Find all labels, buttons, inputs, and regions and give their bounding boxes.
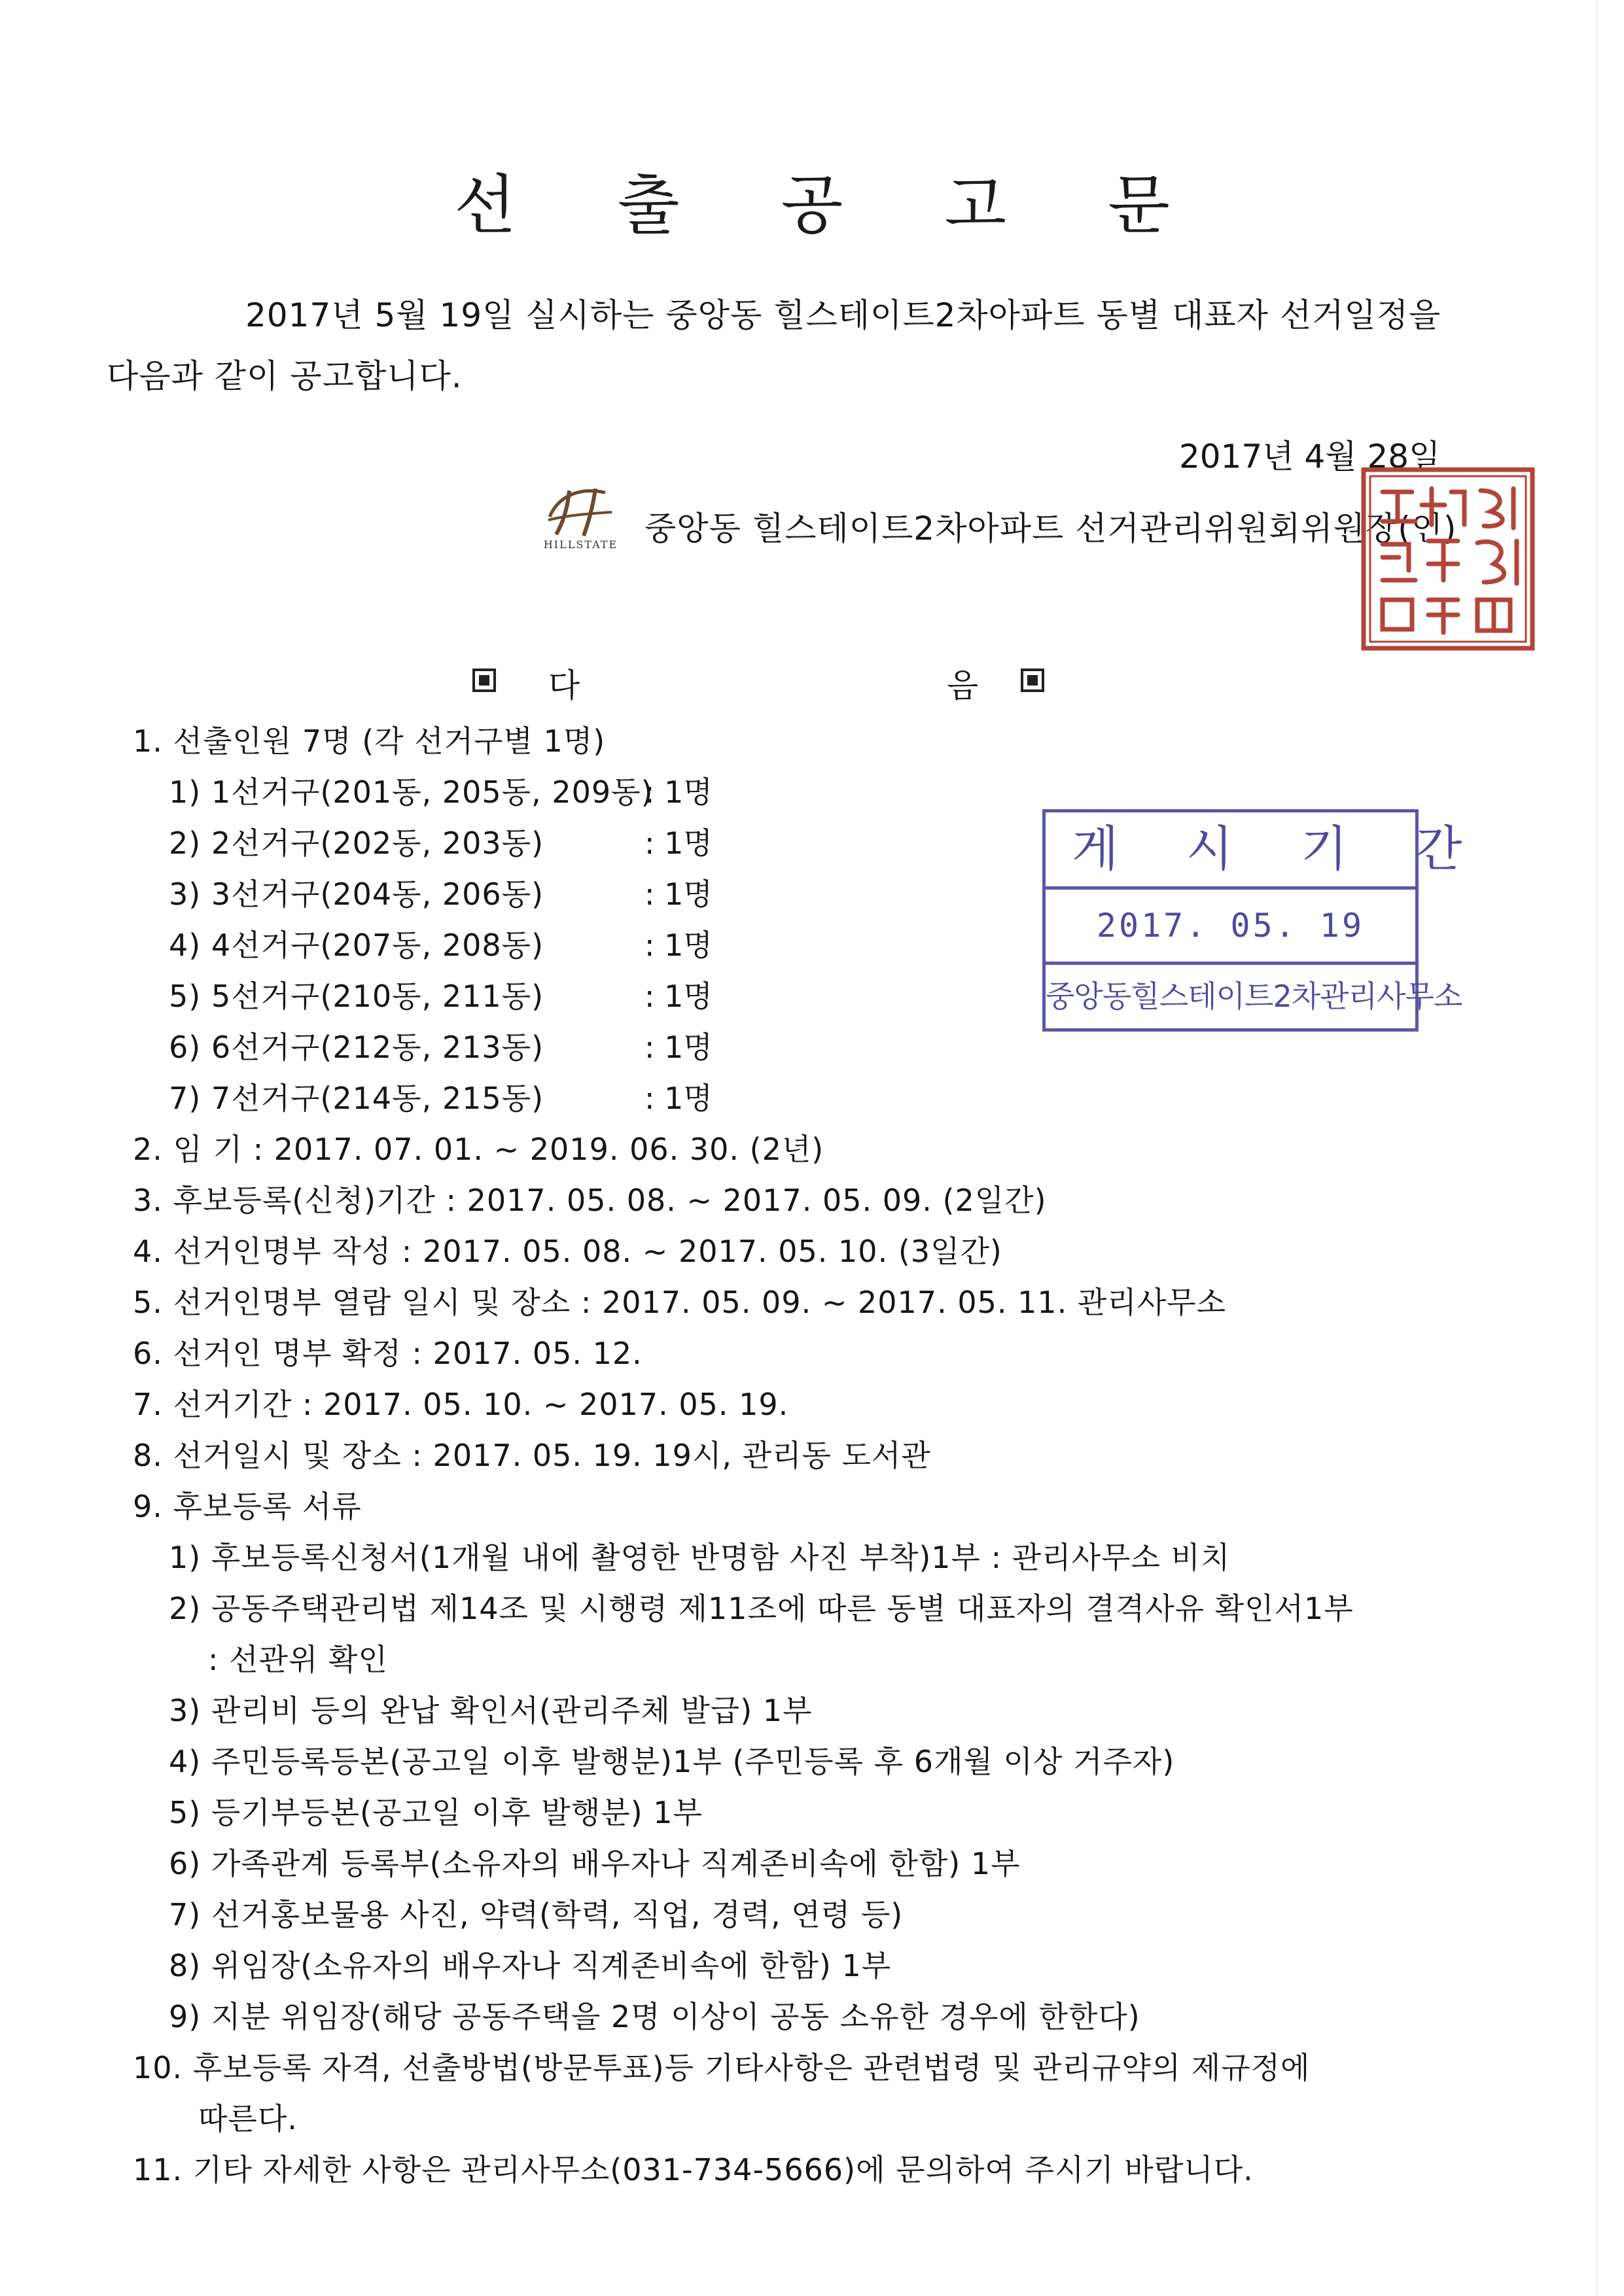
item-5-roll-inspection: 5. 선거인명부 열람 일시 및 장소 : 2017. 05. 09. ~ 2017. 05. 11. 관리사무소 (133, 1285, 1227, 1320)
heading-left-marker (472, 659, 496, 697)
item-8-election-date-place: 8. 선거일시 및 장소 : 2017. 05. 19. 19시, 관리동 도서관 (133, 1438, 931, 1473)
document-9: 9) 지분 위임장(해당 공동주택을 2명 이상이 공동 소유한 경우에 한한다) (169, 1999, 1140, 2034)
district-4-label: 4) 4선거구(207동, 208동) (169, 928, 544, 963)
document-5: 5) 등기부등본(공고일 이후 발행분) 1부 (169, 1795, 703, 1830)
intro-line-2: 다음과 같이 공고합니다. (107, 357, 463, 395)
item-11-contact: 11. 기타 자세한 사항은 관리사무소(031-734-5666)에 문의하여 주시기 바랍니다. (133, 2152, 1254, 2187)
item-6-roll-confirmation: 6. 선거인 명부 확정 : 2017. 05. 12. (133, 1336, 643, 1371)
square-bullet-icon (472, 669, 496, 692)
committee-chair-signature: 중앙동 힐스테이트2차아파트 선거관리위원회위원장(인) (644, 510, 1457, 548)
square-bullet-icon (1021, 669, 1044, 692)
district-4-count: : 1명 (644, 928, 713, 963)
posting-stamp-date: 2017. 05. 19 (1046, 890, 1415, 965)
heading-da: 다 (548, 667, 580, 704)
district-6-label: 6) 6선거구(212동, 213동) (169, 1030, 544, 1065)
district-1-count: : 1명 (644, 774, 713, 810)
committee-seal-stamp (1360, 466, 1536, 652)
district-1-label: 1) 1선거구(201동, 205동, 209동) (169, 774, 654, 810)
district-2-count: : 1명 (644, 826, 713, 861)
document-3: 3) 관리비 등의 완납 확인서(관리주체 발급) 1부 (169, 1693, 813, 1728)
district-6-count: : 1명 (644, 1030, 713, 1065)
announcement-date: 2017년 4월 28일 (1179, 438, 1441, 476)
district-5-count: : 1명 (644, 979, 713, 1014)
scan-edge-line (1597, 0, 1598, 2296)
heading-right-marker (1021, 659, 1044, 697)
district-3-label: 3) 3선거구(204동, 206동) (169, 877, 544, 912)
hillstate-logo (543, 481, 618, 559)
district-7-count: : 1명 (644, 1081, 713, 1116)
intro-line-1: 2017년 5월 19일 실시하는 중앙동 힐스테이트2차아파트 동별 대표자 선거일정을 (245, 296, 1441, 334)
document-2-note: : 선관위 확인 (208, 1642, 388, 1677)
logo-text: HILLSTATE (543, 538, 618, 551)
item-3-registration-period: 3. 후보등록(신청)기간 : 2017. 05. 08. ~ 2017. 05. 09. (2일간) (133, 1183, 1047, 1218)
district-3-count: : 1명 (644, 877, 713, 912)
district-7-label: 7) 7선거구(214동, 215동) (169, 1081, 544, 1116)
document-8: 8) 위임장(소유자의 배우자나 직계존비속에 한함) 1부 (169, 1948, 892, 1983)
document-2: 2) 공동주택관리법 제14조 및 시행령 제11조에 따른 동별 대표자의 결격사유 확인서1부 (169, 1591, 1354, 1626)
item-1-quota: 1. 선출인원 7명 (각 선거구별 1명) (133, 723, 606, 759)
document-6: 6) 가족관계 등록부(소유자의 배우자나 직계존비속에 한함) 1부 (169, 1846, 1021, 1881)
item-2-term: 2. 임 기 : 2017. 07. 01. ~ 2019. 06. 30. (2년) (133, 1132, 824, 1167)
heading-eum: 음 (947, 667, 979, 704)
document-1: 1) 후보등록신청서(1개월 내에 촬영한 반명함 사진 부착)1부 : 관리사무소 비치 (169, 1540, 1231, 1575)
document-7: 7) 선거홍보물용 사진, 약력(학력, 직업, 경력, 연령 등) (169, 1897, 904, 1932)
item-4-voter-roll: 4. 선거인명부 작성 : 2017. 05. 08. ~ 2017. 05. 10. (3일간) (133, 1234, 1002, 1269)
official-seal-icon (1360, 466, 1536, 652)
item-10-other-matters: 10. 후보등록 자격, 선출방법(방문투표)등 기타사항은 관련법령 및 관리규약의 제규정에 (133, 2050, 1311, 2085)
item-10-continuation: 따른다. (198, 2101, 298, 2136)
district-5-label: 5) 5선거구(210동, 211동) (169, 979, 544, 1014)
document-title: 선 출 공 고 문 (454, 168, 1210, 243)
item-7-election-period: 7. 선거기간 : 2017. 05. 10. ~ 2017. 05. 19. (133, 1387, 789, 1422)
hillstate-logo-mark-icon (543, 481, 618, 540)
posting-period-stamp (1042, 809, 1489, 1032)
item-9-required-documents: 9. 후보등록 서류 (133, 1489, 362, 1524)
document-4: 4) 주민등록등본(공고일 이후 발행분)1부 (주민등록 후 6개월 이상 거주자) (169, 1744, 1175, 1779)
posting-stamp-office: 중앙동힐스테이트2차관리사무소 (1046, 979, 1462, 1014)
district-2-label: 2) 2선거구(202동, 203동) (169, 826, 544, 861)
posting-stamp-title: 게 시 기 간 (1046, 812, 1415, 890)
